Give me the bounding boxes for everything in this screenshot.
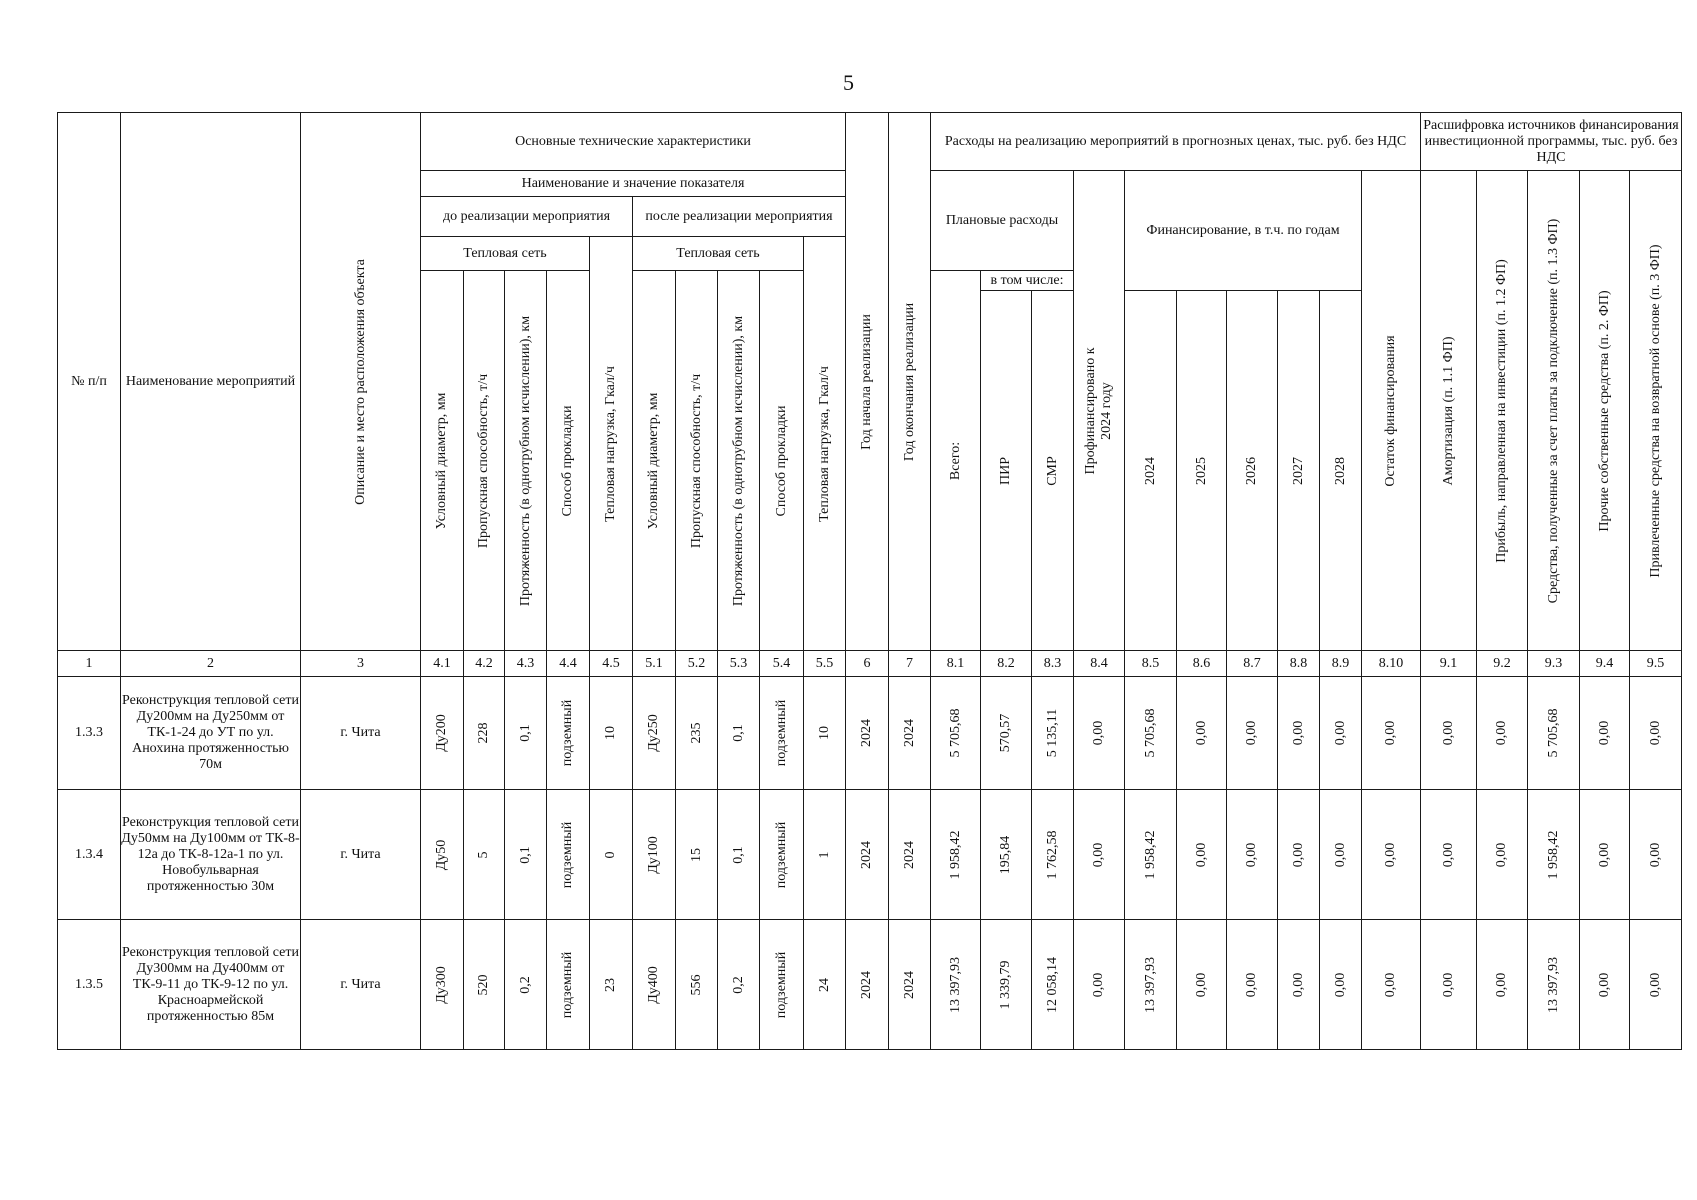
value-cell xyxy=(1227,920,1278,1050)
row-number-cell: 1.3.3 xyxy=(58,677,121,790)
value-cell xyxy=(590,677,633,790)
measure-name-cell: Реконструкция тепловой сети Ду300мм на Ду400мм от ТК-9-11 до ТК-9-12 по ул. Красноармейской протяженностью 85м xyxy=(121,920,301,1050)
value-cell xyxy=(547,790,590,920)
before-header: до реализации мероприятия xyxy=(421,197,633,237)
value-cell xyxy=(1278,790,1320,920)
value-cell xyxy=(1032,790,1074,920)
smr-header: СМР xyxy=(1032,291,1074,651)
value-text: 0,00 xyxy=(1332,972,1348,997)
value-cell xyxy=(676,677,718,790)
value-cell xyxy=(760,677,804,790)
value-text: 0,00 xyxy=(1193,842,1209,867)
value-text: подземный xyxy=(773,699,789,767)
value-cell xyxy=(1528,920,1580,1050)
value-text: 2024 xyxy=(859,970,874,999)
value-cell xyxy=(1580,920,1630,1050)
value-cell xyxy=(1177,790,1227,920)
amortization-header: Амортизация (п. 1.1 ФП) xyxy=(1421,171,1477,651)
value-cell xyxy=(1362,790,1421,920)
throughput-after-header: Пропускная способность, т/ч xyxy=(676,271,718,651)
column-number-cell: 4.5 xyxy=(590,651,633,677)
column-numbers-row xyxy=(58,651,1682,677)
value-cell xyxy=(889,790,931,920)
year-start-header: Год начала реализации xyxy=(846,113,889,651)
value-cell xyxy=(421,920,464,1050)
value-text: 10 xyxy=(816,726,832,740)
column-number-cell: 9.5 xyxy=(1630,651,1682,677)
measure-name-cell: Реконструкция тепловой сети Ду200мм на Ду250мм от ТК-1-24 до УТ по ул. Анохина протяженностью 70м xyxy=(121,677,301,790)
value-cell xyxy=(1630,677,1682,790)
value-cell xyxy=(1227,677,1278,790)
value-cell xyxy=(1580,790,1630,920)
value-text: 0,00 xyxy=(1244,842,1259,867)
column-number-cell: 8.7 xyxy=(1227,651,1278,677)
year-2025-header: 2025 xyxy=(1177,291,1227,651)
value-text: подземный xyxy=(773,821,789,888)
value-cell xyxy=(505,677,547,790)
value-text: 2024 xyxy=(859,840,874,869)
value-text: 0,00 xyxy=(1091,842,1106,867)
table-row xyxy=(58,920,1682,1050)
value-text: 0,00 xyxy=(1383,842,1398,867)
value-text: 1 339,79 xyxy=(998,960,1013,1009)
column-number-cell: 4.1 xyxy=(421,651,464,677)
column-number-cell: 8.8 xyxy=(1278,651,1320,677)
location-cell: г. Чита xyxy=(301,920,421,1050)
value-text: 556 xyxy=(688,974,704,995)
value-cell xyxy=(1177,677,1227,790)
value-text: 0,00 xyxy=(1647,972,1663,997)
value-cell xyxy=(1032,677,1074,790)
year-2026-header: 2026 xyxy=(1227,291,1278,651)
column-number-cell: 3 xyxy=(301,651,421,677)
value-cell xyxy=(1477,790,1528,920)
value-cell xyxy=(1125,790,1177,920)
value-cell xyxy=(1278,677,1320,790)
column-number-cell: 5.1 xyxy=(633,651,676,677)
load-after-header: Тепловая нагрузка, Гкал/ч xyxy=(804,237,846,651)
value-cell xyxy=(804,677,846,790)
value-cell xyxy=(1528,677,1580,790)
value-text: 5 705,68 xyxy=(947,708,963,758)
value-cell xyxy=(1362,920,1421,1050)
value-cell xyxy=(1278,920,1320,1050)
value-cell xyxy=(633,677,676,790)
value-cell xyxy=(1477,920,1528,1050)
value-cell xyxy=(590,920,633,1050)
value-text: Ду300 xyxy=(434,965,449,1004)
column-number-cell: 9.4 xyxy=(1580,651,1630,677)
value-cell xyxy=(1362,677,1421,790)
value-cell xyxy=(505,790,547,920)
value-text: 5 705,68 xyxy=(1142,708,1158,758)
value-text: 5 705,68 xyxy=(1545,708,1561,758)
location-cell: г. Чита xyxy=(301,677,421,790)
value-cell xyxy=(547,677,590,790)
row-number-cell: 1.3.5 xyxy=(58,920,121,1050)
column-number-cell: 5.3 xyxy=(718,651,760,677)
value-cell xyxy=(1580,677,1630,790)
column-number-cell: 8.6 xyxy=(1177,651,1227,677)
column-number-cell: 8.1 xyxy=(931,651,981,677)
including-header: в том числе: xyxy=(981,271,1074,291)
column-number-cell: 8.2 xyxy=(981,651,1032,677)
year-2024-header: 2024 xyxy=(1125,291,1177,651)
value-cell xyxy=(1630,790,1682,920)
value-cell xyxy=(1320,920,1362,1050)
value-cell xyxy=(931,920,981,1050)
total-header: Всего: xyxy=(931,271,981,651)
column-number-cell: 1 xyxy=(58,651,121,677)
value-cell xyxy=(804,920,846,1050)
value-cell xyxy=(590,790,633,920)
value-text: 0,00 xyxy=(1193,720,1209,746)
year-end-header: Год окончания реализации xyxy=(889,113,931,651)
value-cell xyxy=(1032,920,1074,1050)
value-cell xyxy=(633,920,676,1050)
value-text: 1 762,58 xyxy=(1044,830,1060,879)
value-text: 13 397,93 xyxy=(947,956,963,1013)
value-text: подземный xyxy=(560,699,575,767)
value-cell xyxy=(804,790,846,920)
value-text: 0,00 xyxy=(1244,972,1259,997)
value-text: 0,00 xyxy=(1647,842,1663,867)
value-text: 2024 xyxy=(859,719,874,747)
pir-header: ПИР xyxy=(981,291,1032,651)
value-cell xyxy=(718,677,760,790)
value-text: 0,2 xyxy=(517,975,533,994)
value-text: 0,2 xyxy=(730,975,746,994)
value-text: 1 958,42 xyxy=(1545,830,1561,879)
measure-name-cell: Реконструкция тепловой сети Ду50мм на Ду100мм от ТК-8-12а до ТК-8-12а-1 по ул. Новобульварная протяженностью 30м xyxy=(121,790,301,920)
value-cell xyxy=(633,790,676,920)
value-cell xyxy=(464,790,505,920)
returnable-funds-header: Привлеченные средства на возвратной основе (п. 3 ФП) xyxy=(1630,171,1682,651)
value-text: Ду200 xyxy=(434,714,449,752)
value-text: 0,00 xyxy=(1290,972,1306,997)
value-cell xyxy=(931,677,981,790)
value-text: 0,00 xyxy=(1494,842,1509,867)
column-number-cell: 9.3 xyxy=(1528,651,1580,677)
value-text: 0,00 xyxy=(1647,720,1663,746)
laying-after-header: Способ прокладки xyxy=(760,271,804,651)
value-text: 0 xyxy=(603,851,618,858)
value-text: 0,1 xyxy=(730,724,746,742)
value-cell xyxy=(1630,920,1682,1050)
diameter-before-header: Условный диаметр, мм xyxy=(421,271,464,651)
value-text: 0,1 xyxy=(517,724,533,742)
page-number: 5 xyxy=(843,70,854,95)
planned-costs-header: Плановые расходы xyxy=(931,171,1074,271)
column-number-cell: 9.1 xyxy=(1421,651,1477,677)
load-before-header: Тепловая нагрузка, Гкал/ч xyxy=(590,237,633,651)
value-text: 0,00 xyxy=(1494,972,1509,997)
column-number-cell: 2 xyxy=(121,651,301,677)
value-text: 0,00 xyxy=(1290,720,1306,746)
diameter-after-header: Условный диаметр, мм xyxy=(633,271,676,651)
throughput-before-header: Пропускная способность, т/ч xyxy=(464,271,505,651)
value-cell xyxy=(421,790,464,920)
remainder-header: Остаток финансирования xyxy=(1362,171,1421,651)
value-cell xyxy=(1421,677,1477,790)
network-before-header: Тепловая сеть xyxy=(421,237,590,271)
value-text: 5 135,11 xyxy=(1044,708,1060,758)
column-number-cell: 8.4 xyxy=(1074,651,1125,677)
value-cell xyxy=(676,920,718,1050)
value-text: 0,00 xyxy=(1091,972,1106,997)
col-location-header: Описание и место расположения объекта xyxy=(301,113,421,651)
value-text: 24 xyxy=(816,977,832,992)
value-text: 0,00 xyxy=(1440,842,1456,867)
value-cell xyxy=(718,790,760,920)
value-cell xyxy=(846,677,889,790)
column-number-cell: 8.3 xyxy=(1032,651,1074,677)
value-cell xyxy=(1125,920,1177,1050)
value-text: 2024 xyxy=(901,970,917,999)
column-number-cell: 7 xyxy=(889,651,931,677)
col-num-header: № п/п xyxy=(58,113,121,651)
profit-header: Прибыль, направленная на инвестиции (п. 1.2 ФП) xyxy=(1477,171,1528,651)
value-cell xyxy=(981,790,1032,920)
value-cell xyxy=(981,920,1032,1050)
value-text: 0,00 xyxy=(1244,720,1259,746)
value-cell xyxy=(1074,920,1125,1050)
network-after-header: Тепловая сеть xyxy=(633,237,804,271)
value-cell xyxy=(931,790,981,920)
value-text: 0,00 xyxy=(1596,842,1612,867)
column-number-cell: 4.4 xyxy=(547,651,590,677)
value-text: 0,1 xyxy=(730,845,746,864)
value-cell xyxy=(1320,677,1362,790)
value-text: 5 xyxy=(476,851,491,858)
column-number-cell: 4.3 xyxy=(505,651,547,677)
investment-table xyxy=(57,112,1682,1050)
column-number-cell: 6 xyxy=(846,651,889,677)
value-cell xyxy=(846,920,889,1050)
value-text: подземный xyxy=(560,821,575,888)
length-after-header: Протяженность (в однотрубном исчислении), км xyxy=(718,271,760,651)
value-text: 12 058,14 xyxy=(1044,956,1060,1013)
value-cell xyxy=(889,677,931,790)
value-text: 0,00 xyxy=(1290,842,1306,867)
value-cell xyxy=(981,677,1032,790)
value-text: подземный xyxy=(560,951,575,1018)
value-cell xyxy=(1421,790,1477,920)
sources-header: Расшифровка источников финансирования инвестиционной программы, тыс. руб. без НДС xyxy=(1421,113,1682,171)
value-text: 0,00 xyxy=(1596,720,1612,746)
value-text: 10 xyxy=(603,726,618,740)
financing-by-years-header: Финансирование, в т.ч. по годам xyxy=(1125,171,1362,291)
value-text: 235 xyxy=(688,722,704,744)
row-number-cell: 1.3.4 xyxy=(58,790,121,920)
table-row xyxy=(58,677,1682,790)
column-number-cell: 8.9 xyxy=(1320,651,1362,677)
value-text: Ду50 xyxy=(434,839,449,870)
value-cell xyxy=(464,677,505,790)
value-cell xyxy=(1125,677,1177,790)
value-text: 195,84 xyxy=(998,835,1013,874)
value-text: 570,57 xyxy=(998,713,1013,753)
value-text: 23 xyxy=(603,977,618,992)
value-cell xyxy=(676,790,718,920)
value-text: 13 397,93 xyxy=(1142,956,1158,1013)
value-cell xyxy=(760,790,804,920)
value-text: 0,00 xyxy=(1440,972,1456,997)
value-text: 0,1 xyxy=(517,845,533,864)
column-number-cell: 9.2 xyxy=(1477,651,1528,677)
value-cell xyxy=(846,790,889,920)
value-cell xyxy=(547,920,590,1050)
value-text: 1 xyxy=(816,851,832,858)
value-cell xyxy=(718,920,760,1050)
value-text: 0,00 xyxy=(1494,720,1509,746)
value-text: 520 xyxy=(476,974,491,995)
value-text: 1 958,42 xyxy=(947,830,963,879)
value-text: 0,00 xyxy=(1440,720,1456,746)
value-cell xyxy=(1074,790,1125,920)
length-before-header: Протяженность (в однотрубном исчислении), км xyxy=(505,271,547,651)
value-text: Ду400 xyxy=(646,965,661,1004)
prefinanced-header: Профинансировано к 2024 году xyxy=(1074,171,1125,651)
value-cell xyxy=(1227,790,1278,920)
value-text: Ду100 xyxy=(646,835,661,874)
value-text: 0,00 xyxy=(1332,720,1348,746)
value-text: 1 958,42 xyxy=(1142,830,1158,879)
year-2027-header: 2027 xyxy=(1278,291,1320,651)
value-cell xyxy=(1177,920,1227,1050)
column-number-cell: 5.2 xyxy=(676,651,718,677)
value-text: 0,00 xyxy=(1383,972,1398,997)
location-cell: г. Чита xyxy=(301,790,421,920)
value-cell xyxy=(1477,677,1528,790)
value-text: 0,00 xyxy=(1193,972,1209,997)
column-number-cell: 8.10 xyxy=(1362,651,1421,677)
column-number-cell: 8.5 xyxy=(1125,651,1177,677)
value-cell xyxy=(1320,790,1362,920)
indicator-header: Наименование и значение показателя xyxy=(421,171,846,197)
value-cell xyxy=(1528,790,1580,920)
column-number-cell: 5.4 xyxy=(760,651,804,677)
after-header: после реализации мероприятия xyxy=(633,197,846,237)
value-cell xyxy=(889,920,931,1050)
value-cell xyxy=(464,920,505,1050)
year-2028-header: 2028 xyxy=(1320,291,1362,651)
value-text: 13 397,93 xyxy=(1545,956,1561,1013)
value-text: 0,00 xyxy=(1383,720,1398,746)
col-name-header: Наименование мероприятий xyxy=(121,113,301,651)
value-cell xyxy=(760,920,804,1050)
value-text: 0,00 xyxy=(1596,972,1612,997)
value-text: 0,00 xyxy=(1091,720,1106,746)
value-text: 228 xyxy=(476,722,491,744)
value-text: 15 xyxy=(688,847,704,862)
costs-header: Расходы на реализацию мероприятий в прогнозных ценах, тыс. руб. без НДС xyxy=(931,113,1421,171)
table-row xyxy=(58,790,1682,920)
value-text: 2024 xyxy=(901,719,917,747)
value-cell xyxy=(421,677,464,790)
column-number-cell: 4.2 xyxy=(464,651,505,677)
connection-fee-header: Средства, полученные за счет платы за подключение (п. 1.3 ФП) xyxy=(1528,171,1580,651)
own-funds-header: Прочие собственные средства (п. 2. ФП) xyxy=(1580,171,1630,651)
value-cell xyxy=(1421,920,1477,1050)
tech-characteristics-header: Основные технические характеристики xyxy=(421,113,846,171)
value-cell xyxy=(505,920,547,1050)
value-text: подземный xyxy=(773,951,789,1018)
value-text: 2024 xyxy=(901,840,917,869)
laying-before-header: Способ прокладки xyxy=(547,271,590,651)
value-text: 0,00 xyxy=(1332,842,1348,867)
value-text: Ду250 xyxy=(646,714,661,752)
value-cell xyxy=(1074,677,1125,790)
column-number-cell: 5.5 xyxy=(804,651,846,677)
